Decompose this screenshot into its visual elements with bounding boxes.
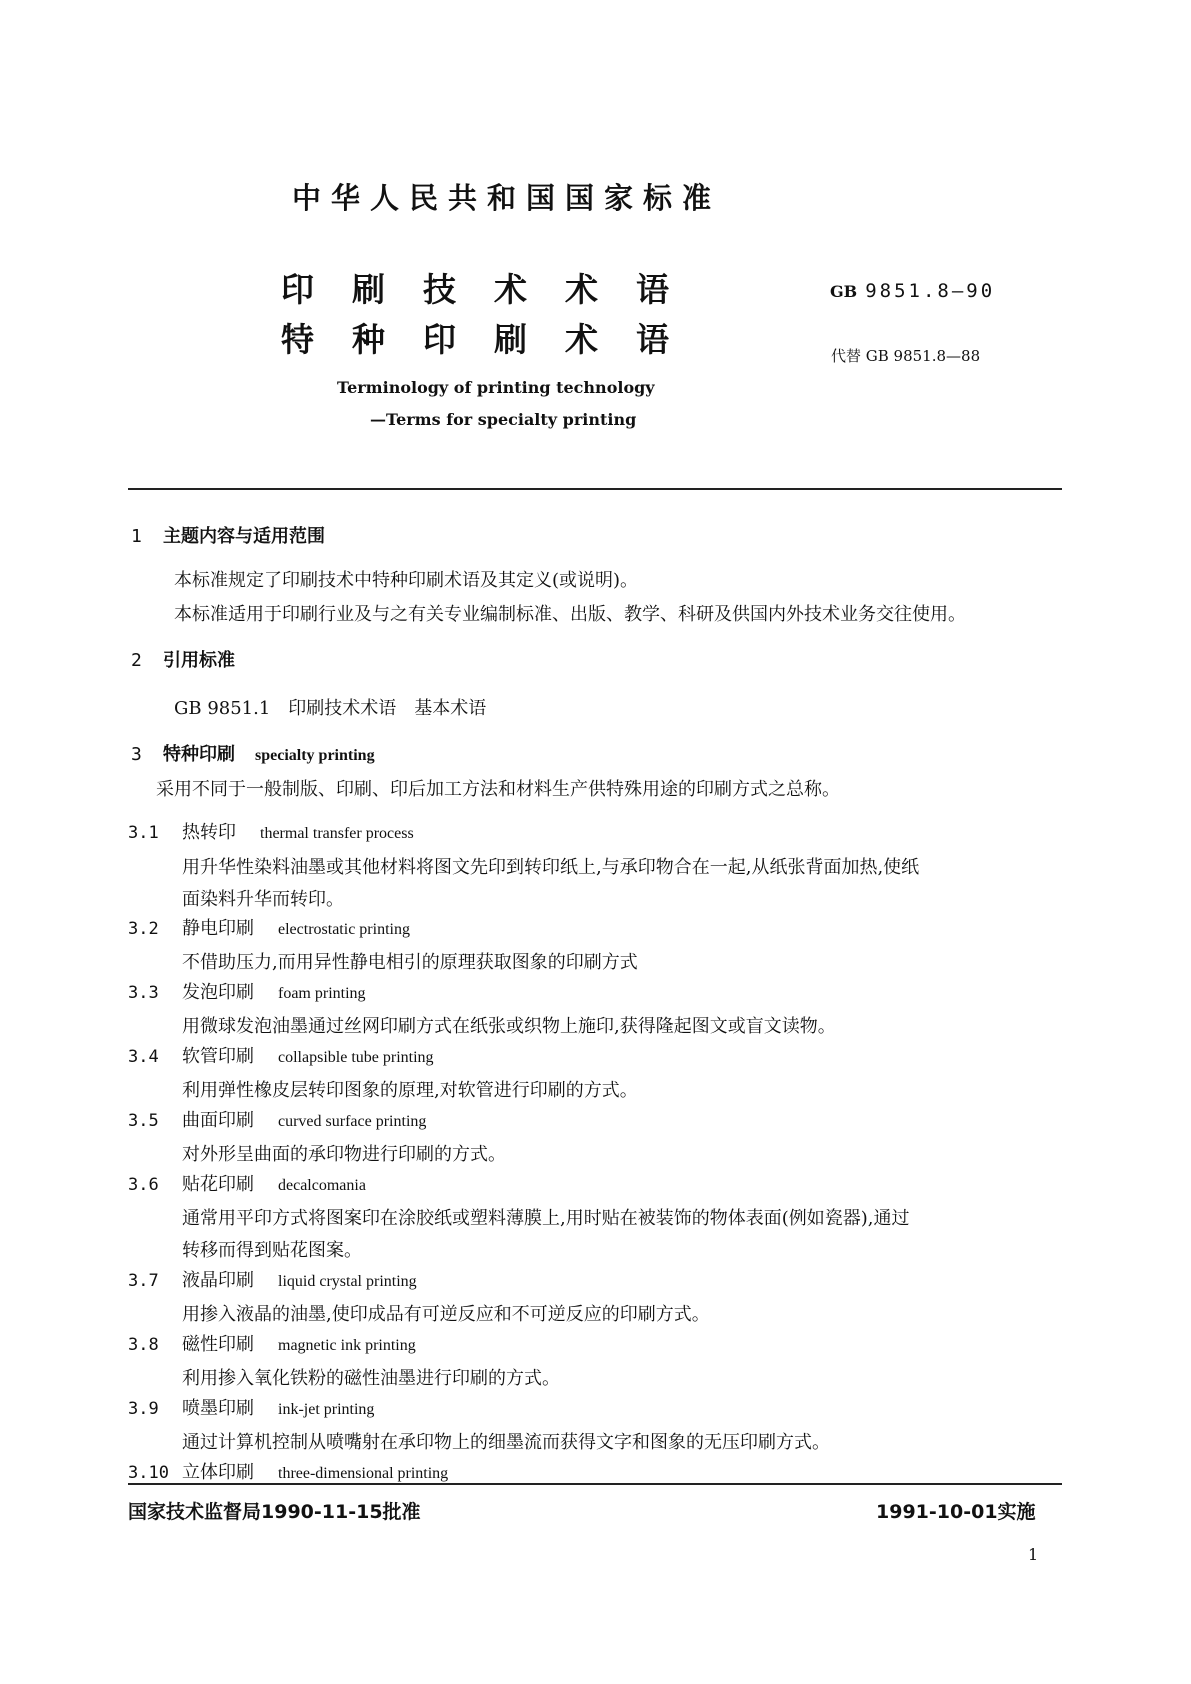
term-3-9: 3.9 喷墨印刷 ink-jet printing — [128, 1398, 375, 1419]
term-3-4-def: 利用弹性橡皮层转印图象的原理,对软管进行印刷的方式。 — [182, 1080, 638, 1101]
standard-number — [830, 280, 995, 302]
term-3-2-def: 不借助压力,而用异性静电相引的原理获取图象的印刷方式 — [182, 952, 638, 973]
term-3-7-def: 用掺入液晶的油墨,使印成品有可逆反应和不可逆反应的印刷方式。 — [182, 1304, 710, 1325]
term-3-10: 3.10 立体印刷 three-dimensional printing — [128, 1462, 449, 1483]
term-3-3: 3.3 发泡印刷 foam printing — [128, 982, 366, 1003]
term-3-6-def-cont: 转移而得到贴花图案。 — [182, 1240, 362, 1261]
national-standard-heading: 中华人民共和国国家标准 — [292, 181, 722, 215]
term-3-8-def: 利用掺入氧化铁粉的磁性油墨进行印刷的方式。 — [182, 1368, 560, 1389]
bottom-divider — [128, 1483, 1062, 1485]
section-3-heading: 3 特种印刷 specialty printing — [131, 744, 375, 765]
section-1-heading: 1 主题内容与适用范围 — [131, 526, 325, 547]
term-3-5: 3.5 曲面印刷 curved surface printing — [128, 1110, 427, 1131]
term-3-9-def: 通过计算机控制从喷嘴射在承印物上的细墨流而获得文字和图象的无压印刷方式。 — [182, 1432, 830, 1453]
section-2-heading: 2 引用标准 — [131, 650, 235, 671]
term-3-2: 3.2 静电印刷 electrostatic printing — [128, 918, 410, 939]
section-1-para-1: 本标准规定了印刷技术中特种印刷术语及其定义(或说明)。 — [174, 570, 639, 591]
title-line-1: 印刷技术术语 — [281, 270, 707, 309]
term-3-6-def: 通常用平印方式将图案印在涂胶纸或塑料薄膜上,用时贴在被装饰的物体表面(例如瓷器),通过 — [182, 1208, 910, 1229]
approval-date: 国家技术监督局1990-11-15批准 — [128, 1501, 421, 1523]
term-3-1-def-cont: 面染料升华而转印。 — [182, 889, 344, 910]
section-2-reference: GB 9851.1 印刷技术术语 基本术语 — [174, 698, 487, 719]
replaces-standard: 代替 GB 9851.8—88 — [831, 347, 981, 365]
effective-date: 1991-10-01实施 — [876, 1501, 1036, 1523]
standard-code: 9851.8—90 — [865, 280, 996, 302]
term-3-4: 3.4 软管印刷 collapsible tube printing — [128, 1046, 434, 1067]
term-3-1: 3.1 热转印 thermal transfer process — [128, 822, 414, 843]
english-title-line-2: —Terms for specialty printing — [370, 410, 637, 429]
page-number: 1 — [1028, 1545, 1039, 1564]
top-divider — [128, 488, 1062, 490]
section-3-definition: 采用不同于一般制版、印刷、印后加工方法和材料生产供特殊用途的印刷方式之总称。 — [156, 779, 840, 800]
standard-prefix: GB — [830, 282, 858, 301]
english-title-line-1: Terminology of printing technology — [337, 378, 655, 397]
term-3-6: 3.6 贴花印刷 decalcomania — [128, 1174, 366, 1195]
title-line-2: 特种印刷术语 — [281, 320, 707, 359]
section-1-para-2: 本标准适用于印刷行业及与之有关专业编制标准、出版、教学、科研及供国内外技术业务交往使用。 — [174, 604, 966, 625]
term-3-7: 3.7 液晶印刷 liquid crystal printing — [128, 1270, 417, 1291]
term-3-5-def: 对外形呈曲面的承印物进行印刷的方式。 — [182, 1144, 506, 1165]
term-3-3-def: 用微球发泡油墨通过丝网印刷方式在纸张或织物上施印,获得隆起图文或盲文读物。 — [182, 1016, 836, 1037]
term-3-8: 3.8 磁性印刷 magnetic ink printing — [128, 1334, 416, 1355]
term-3-1-def: 用升华性染料油墨或其他材料将图文先印到转印纸上,与承印物合在一起,从纸张背面加热,使纸 — [182, 857, 920, 878]
